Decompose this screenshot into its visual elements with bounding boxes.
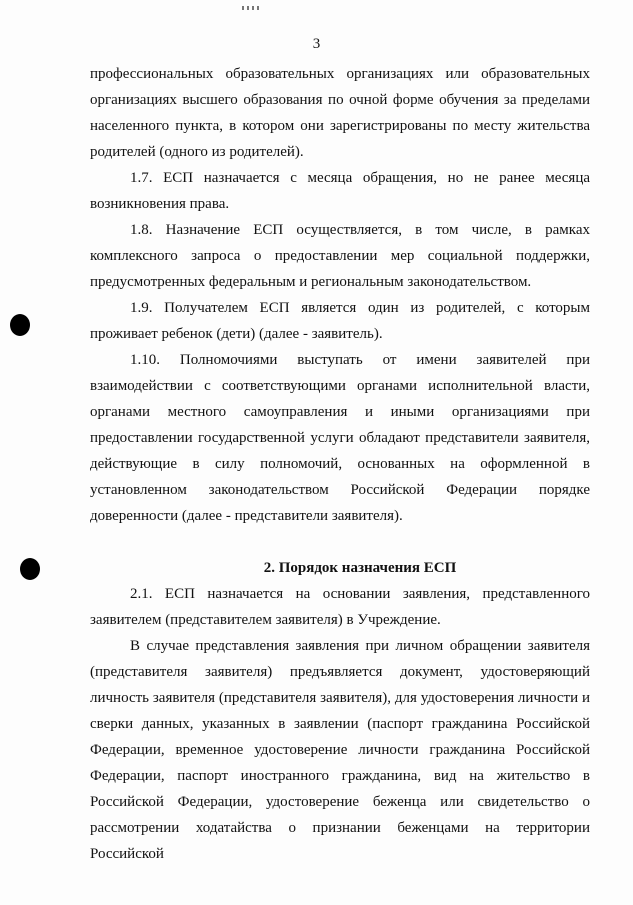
paragraph-1-9: 1.9. Получателем ЕСП является один из родителей, с которым проживает ребенок (дети) (далее - заявитель).: [90, 300, 590, 342]
punch-hole-bottom: [20, 558, 40, 580]
paragraph-2-1: 2.1. ЕСП назначается на основании заявления, представленного заявителем (представителем заявителя) в Учреждение.: [90, 586, 590, 628]
punch-hole-top: [10, 314, 30, 336]
paragraph-continuation: профессиональных образовательных организациях или образовательных организациях высшего образования по очной форме обучения за пределами населенного пункта, в котором они зарегистрированы по месту жительства родителей (одного из родителей).: [90, 66, 590, 160]
section-heading: 2. Порядок назначения ЕСП: [263, 560, 457, 576]
paragraph-1-7: 1.7. ЕСП назначается с месяца обращения, но не ранее месяца возникновения права.: [90, 170, 590, 212]
page-number: 3: [312, 36, 321, 52]
scan-artifact: [242, 6, 260, 10]
document-body: [90, 61, 590, 867]
paragraph-1-10: 1.10. Полномочиями выступать от имени заявителей при взаимодействии с соответствующими органами исполнительной власти, органами местного самоуправления и иными организациями при предоставлении государственной услуги обладают представители заявителя, действующие в силу полномочий, основанных на оформленной в установленном законодательством Российской Федерации порядке доверенности (далее - представители заявителя).: [90, 352, 590, 524]
paragraph-2-1-identity-docs: В случае представления заявления при личном обращении заявителя (представителя заявителя) предъявляется документ, удостоверяющий личность заявителя (представителя заявителя), для удостоверения личности и сверки данных, указанных в заявлении (паспорт гражданина Российской Федерации, временное удостоверение личности гражданина Российской Федерации, паспорт иностранного гражданина, вид на жительство в Российской Федерации, удостоверение беженца или свидетельство о рассмотрении ходатайства о признании беженцами на территории Российской: [90, 638, 590, 862]
paragraph-1-8: 1.8. Назначение ЕСП осуществляется, в том числе, в рамках комплексного запроса о предоставлении мер социальной поддержки, предусмотренных федеральным и региональным законодательством.: [90, 222, 590, 290]
